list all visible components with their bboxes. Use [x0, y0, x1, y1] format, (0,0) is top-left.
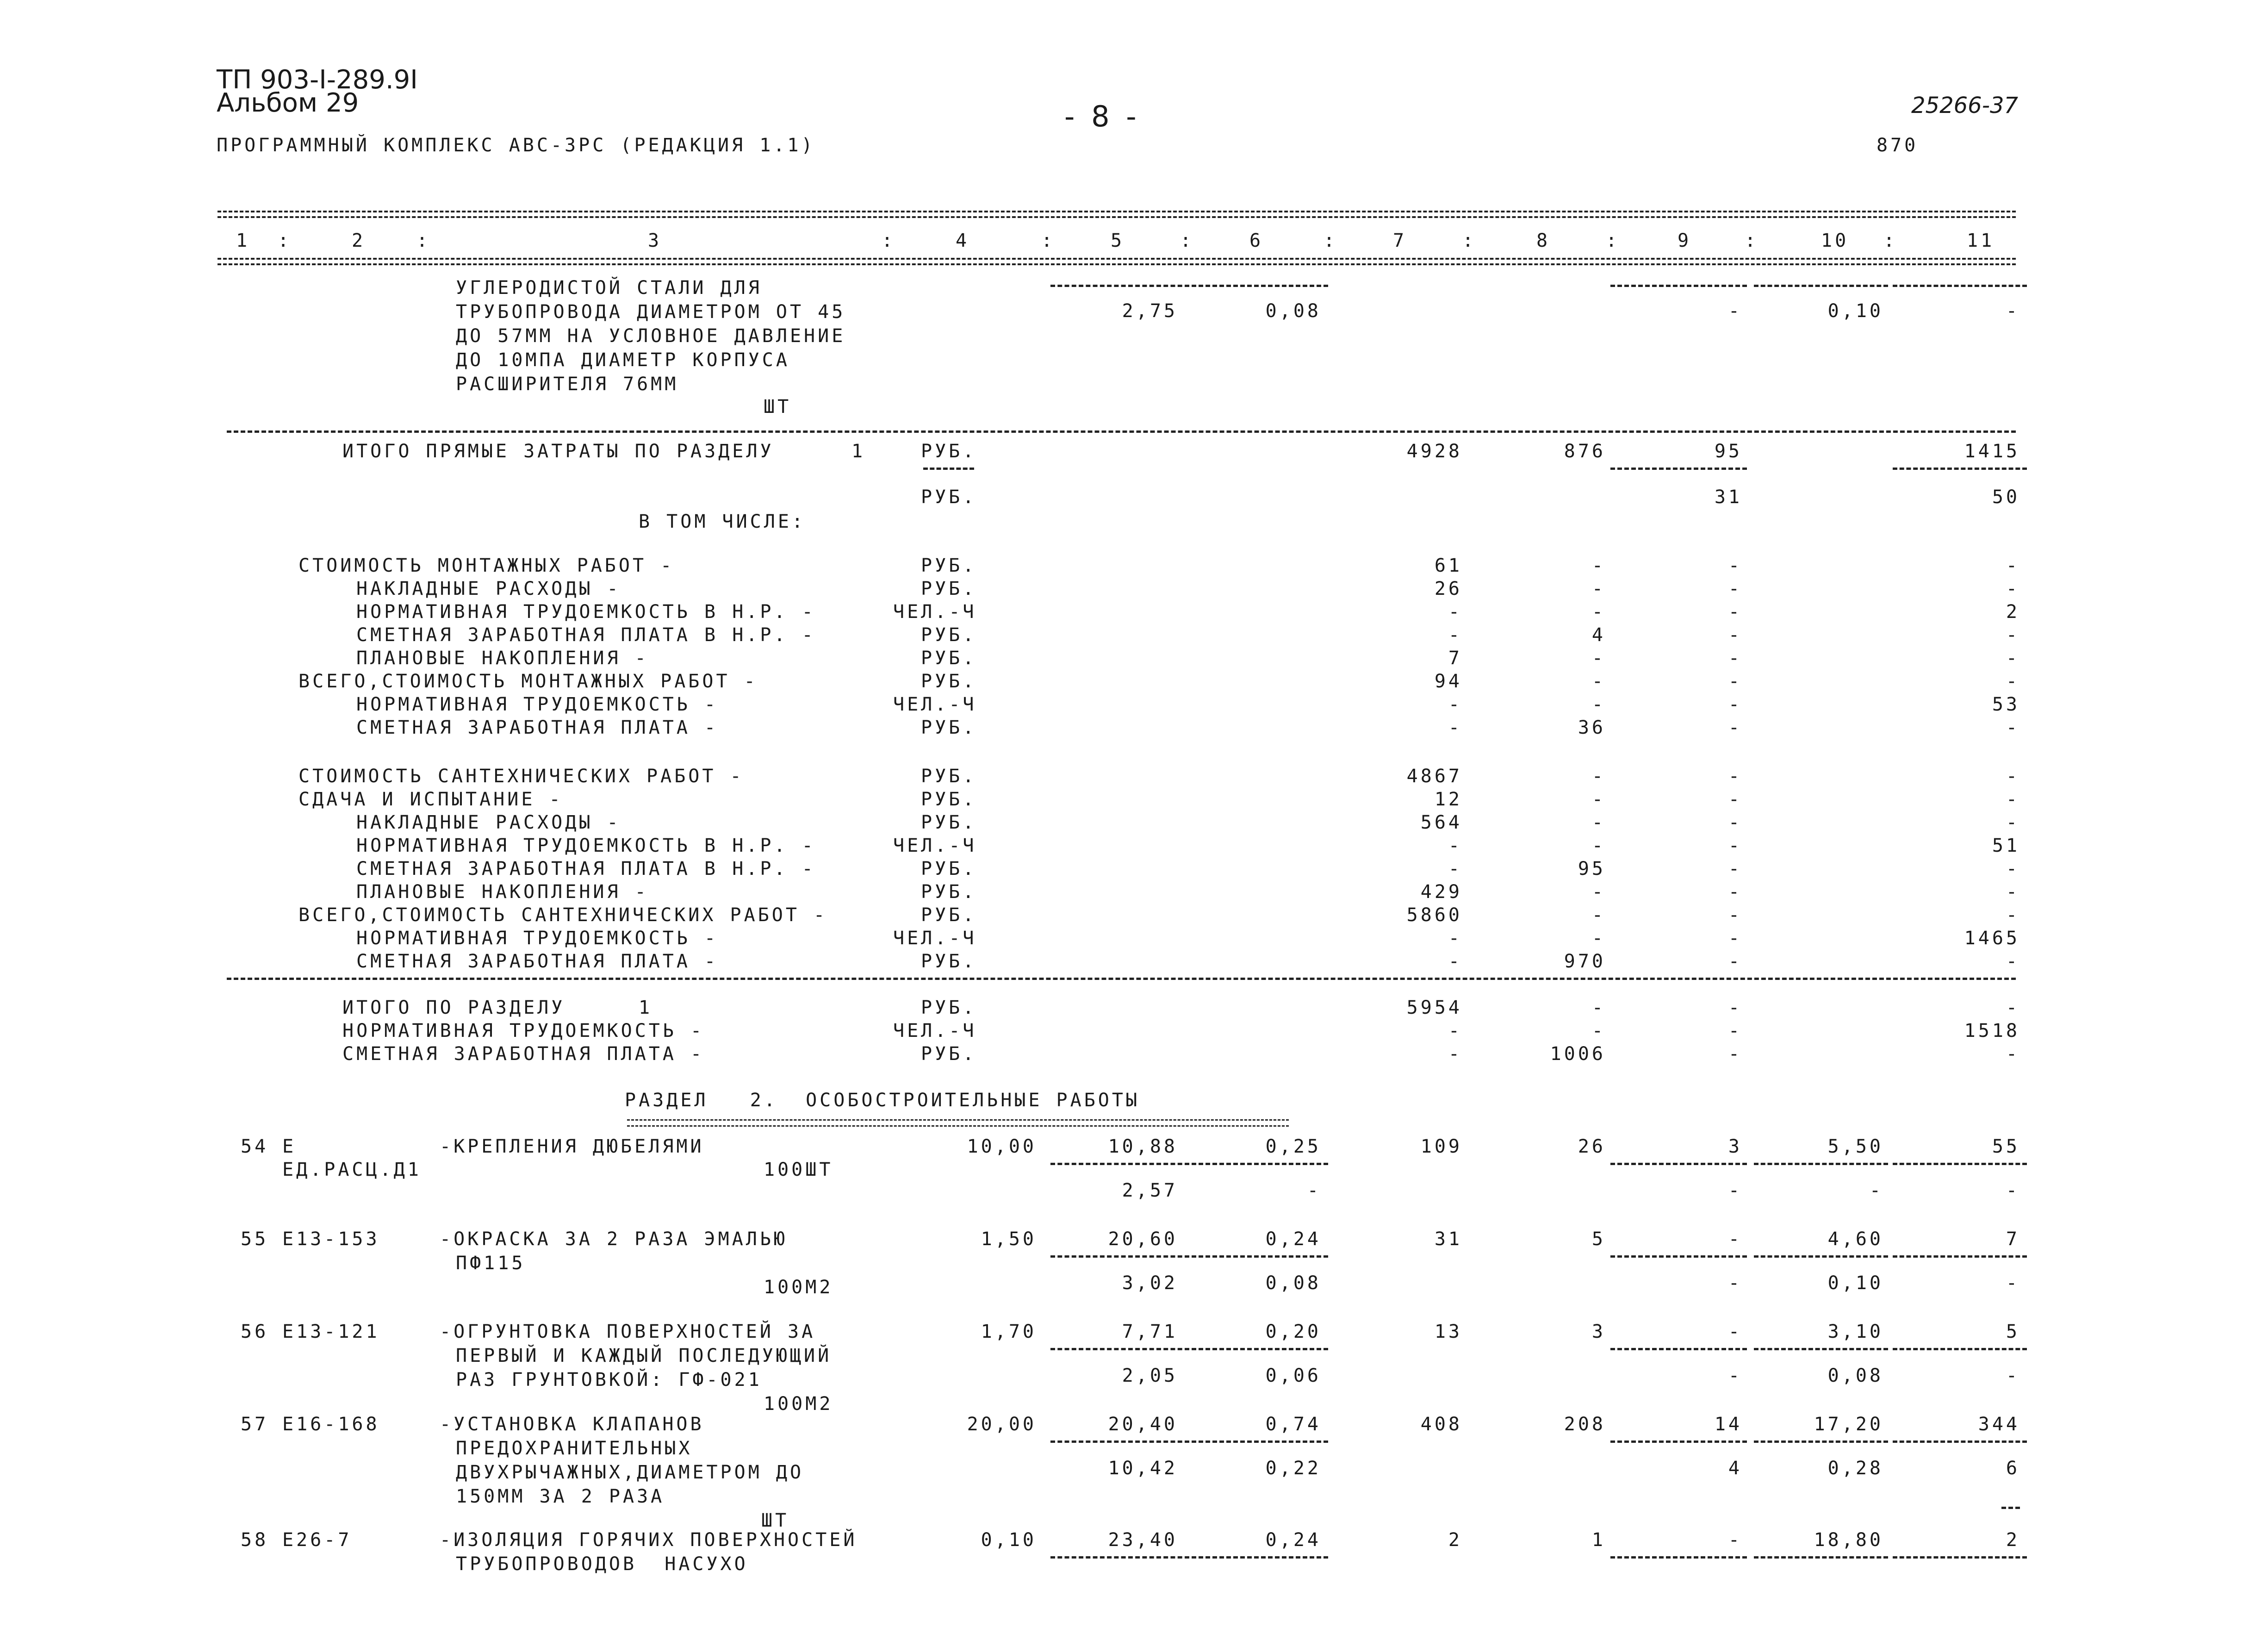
cell-c11: - [2006, 904, 2020, 926]
rule [1050, 1440, 1189, 1443]
cell-c8: - [1591, 904, 1606, 926]
rule [1610, 1348, 1747, 1350]
cell-c9: 4 [1728, 1458, 1742, 1479]
cost-row-label: СТОИМОСТЬ САНТЕХНИЧЕСКИХ РАБОТ - [298, 766, 744, 787]
cell-c11: - [2006, 881, 2020, 903]
rule [1754, 1163, 1888, 1165]
cell-c11: - [2006, 1365, 2020, 1386]
cell-c9: 95 [1714, 441, 1742, 462]
cell-c8: 3 [1591, 1321, 1606, 1342]
column-separator: : [1745, 230, 1759, 251]
cost-row-label: ПЛАНОВЫЕ НАКОПЛЕНИЯ - [356, 648, 649, 669]
total-direct-costs-label: ИТОГО ПРЯМЫЕ ЗАТРАТЫ ПО РАЗДЕЛУ [342, 441, 774, 462]
cell-c9: - [1728, 1020, 1742, 1041]
cell-c11: - [2006, 1043, 2020, 1065]
unit-label: 100М2 [764, 1277, 833, 1298]
cell-c9: - [1728, 858, 1742, 879]
cell-c11: 55 [1992, 1136, 2020, 1157]
unit-label: РУБ. [921, 441, 977, 462]
cell-c7: 5860 [1406, 904, 1462, 926]
cell-c8: 876 [1564, 441, 1606, 462]
rule [1893, 1348, 2027, 1350]
cell-c9: - [1728, 904, 1742, 926]
cell-c11: - [2006, 1272, 2020, 1294]
cell-c9: 3 [1728, 1136, 1742, 1157]
item-code: Е26-7 [282, 1529, 352, 1551]
cell-c5: 20,40 [1108, 1414, 1178, 1435]
section-number: 1 [639, 997, 653, 1018]
cell-c8: 26 [1578, 1136, 1606, 1157]
cell-c11: 1465 [1964, 928, 2020, 949]
rule [1192, 1255, 1328, 1258]
cell-c11: 6 [2006, 1458, 2020, 1479]
cost-row-label: НАКЛАДНЫЕ РАСХОДЫ - [356, 578, 621, 599]
cell-c5: 2,75 [1122, 300, 1178, 322]
cell-c6: - [1307, 1180, 1321, 1201]
description-line: 150ММ ЗА 2 РАЗА [456, 1486, 665, 1507]
rule [1893, 468, 2027, 470]
cell-c5: 2,05 [1122, 1365, 1178, 1386]
cell-c8: 5 [1591, 1228, 1606, 1250]
cell-c6: 0,74 [1265, 1414, 1321, 1435]
cell-c11: - [2006, 789, 2020, 810]
cell-c7: - [1448, 717, 1462, 738]
cell-c9: - [1728, 717, 1742, 738]
column-number: 5 [1111, 230, 1125, 251]
cell-c10: 4,60 [1827, 1228, 1883, 1250]
item-code: Е13-121 [282, 1321, 380, 1342]
unit-label: РУБ. [921, 766, 977, 787]
cell-c7: 5954 [1406, 997, 1462, 1018]
rule [1192, 1440, 1328, 1443]
cell-c8: - [1591, 812, 1606, 833]
sheet-code: 870 [1877, 135, 1919, 156]
cell-c9: - [1728, 694, 1742, 715]
cell-c11: 1518 [1964, 1020, 2020, 1041]
cell-c8: - [1591, 1020, 1606, 1041]
cell-c8: 208 [1564, 1414, 1606, 1435]
cell-c11: - [2006, 555, 2020, 576]
cell-c8: 4 [1591, 624, 1606, 646]
unit-label: РУБ. [921, 1043, 977, 1065]
description-line: ПЕРВЫЙ И КАЖДЫЙ ПОСЛЕДУЮЩИЙ [456, 1345, 832, 1366]
cell-c9: - [1728, 951, 1742, 972]
cell-c10: 17,20 [1814, 1414, 1883, 1435]
cell-c4: 20,00 [967, 1414, 1037, 1435]
rule [1754, 285, 1888, 287]
cell-c6: 0,08 [1265, 300, 1321, 322]
rule [1050, 285, 1189, 287]
unit-label: РУБ. [921, 671, 977, 692]
cell-c8: - [1591, 648, 1606, 669]
cell-c7: 408 [1420, 1414, 1462, 1435]
column-separator: : [1883, 230, 1898, 251]
rule [1192, 1556, 1328, 1559]
unit-label: ШТ [761, 1510, 789, 1531]
item-code: Е16-168 [282, 1414, 380, 1435]
column-separator: : [1324, 230, 1338, 251]
cell-c11: - [2006, 951, 2020, 972]
cell-c8: - [1591, 997, 1606, 1018]
cell-c5: 10,42 [1108, 1458, 1178, 1479]
cell-c11: - [2006, 300, 2020, 322]
cell-c11: 7 [2006, 1228, 2020, 1250]
unit-label: РУБ. [921, 789, 977, 810]
unit-label: РУБ. [921, 881, 977, 903]
cell-c7: - [1448, 601, 1462, 623]
column-separator: : [882, 230, 896, 251]
cell-c6: 0,25 [1265, 1136, 1321, 1157]
rule [1192, 285, 1328, 287]
cell-c5: 23,40 [1108, 1529, 1178, 1551]
cell-c5: 10,88 [1108, 1136, 1178, 1157]
column-header-bottom-rule [217, 258, 2016, 265]
registry-number: 25266-37 [1911, 93, 2019, 118]
column-number: 7 [1393, 230, 1407, 251]
cell-c8: 36 [1578, 717, 1606, 738]
cell-c11: - [2006, 858, 2020, 879]
rule [1754, 1440, 1888, 1443]
cell-c9: - [1728, 578, 1742, 599]
cell-c10: - [1869, 1180, 1883, 1201]
cell-c7: 429 [1420, 881, 1462, 903]
rule [227, 978, 2016, 980]
rule [1192, 1348, 1328, 1350]
cell-c11: - [2006, 1180, 2020, 1201]
cell-c11: - [2006, 648, 2020, 669]
rule [2001, 1507, 2020, 1509]
rule [1610, 468, 1747, 470]
cell-c10: 3,10 [1827, 1321, 1883, 1342]
rule [1610, 285, 1747, 287]
cell-c7: - [1448, 1020, 1462, 1041]
item-number: 56 [241, 1321, 269, 1342]
item-number: 58 [241, 1529, 269, 1551]
cell-c9: - [1728, 601, 1742, 623]
unit-label: РУБ. [921, 555, 977, 576]
unit-label: РУБ. [921, 486, 977, 508]
cell-c6: 0,20 [1265, 1321, 1321, 1342]
rule [227, 430, 2016, 433]
description-line: ТРУБОПРОВОДА ДИАМЕТРОМ ОТ 45 [456, 301, 846, 323]
cell-c8: - [1591, 789, 1606, 810]
unit-label: ЧЕЛ.-Ч [893, 928, 977, 949]
unit-label: ЧЕЛ.-Ч [893, 601, 977, 623]
cell-c9: - [1728, 766, 1742, 787]
section-2-title: РАЗДЕЛ 2. ОСОБОСТРОИТЕЛЬНЫЕ РАБОТЫ [625, 1090, 1140, 1111]
unit-label: РУБ. [921, 578, 977, 599]
cell-c6: 0,22 [1265, 1458, 1321, 1479]
cost-row-label: ВСЕГО,СТОИМОСТЬ МОНТАЖНЫХ РАБОТ - [298, 671, 758, 692]
cell-c8: - [1591, 928, 1606, 949]
cell-c11: - [2006, 812, 2020, 833]
column-number: 11 [1967, 230, 1995, 251]
unit-label: ЧЕЛ.-Ч [893, 694, 977, 715]
cell-c7: - [1448, 1043, 1462, 1065]
cell-c9: - [1728, 1272, 1742, 1294]
cost-row-label: СМЕТНАЯ ЗАРАБОТНАЯ ПЛАТА В Н.Р. - [356, 858, 816, 879]
section-total-label: ИТОГО ПО РАЗДЕЛУ [342, 997, 565, 1018]
cell-c7: 61 [1434, 555, 1462, 576]
description-line: ТРУБОПРОВОДОВ НАСУХО [456, 1553, 748, 1575]
cell-c6: 0,08 [1265, 1272, 1321, 1294]
cell-c7: 94 [1434, 671, 1462, 692]
column-number: 4 [956, 230, 970, 251]
cell-c7: - [1448, 835, 1462, 856]
rule [1893, 1556, 2027, 1559]
album-label: Альбом 29 [217, 88, 359, 118]
cell-c11: 53 [1992, 694, 2020, 715]
cell-c5: 3,02 [1122, 1272, 1178, 1294]
cost-row-label: НОРМАТИВНАЯ ТРУДОЕМКОСТЬ - [356, 928, 719, 949]
section-total-label: СМЕТНАЯ ЗАРАБОТНАЯ ПЛАТА - [342, 1043, 705, 1065]
rule [1610, 1440, 1747, 1443]
cost-row-label: СТОИМОСТЬ МОНТАЖНЫХ РАБОТ - [298, 555, 675, 576]
description-line: ДО 57ММ НА УСЛОВНОЕ ДАВЛЕНИЕ [456, 325, 846, 347]
cell-c10: 0,10 [1827, 300, 1883, 322]
cell-c9: - [1728, 835, 1742, 856]
rule [1192, 1163, 1328, 1165]
cell-c11: - [2006, 578, 2020, 599]
cell-c9: - [1728, 1365, 1742, 1386]
cell-c8: - [1591, 555, 1606, 576]
column-number: 9 [1678, 230, 1692, 251]
cell-c7: 4928 [1406, 441, 1462, 462]
section-title-underline [627, 1119, 1289, 1127]
unit-label: РУБ. [921, 997, 977, 1018]
cost-row-label: ВСЕГО,СТОИМОСТЬ САНТЕХНИЧЕСКИХ РАБОТ - [298, 904, 828, 926]
cell-c11: - [2006, 624, 2020, 646]
item-code: Е13-153 [282, 1228, 380, 1250]
unit-label: РУБ. [921, 717, 977, 738]
cell-c7: - [1448, 858, 1462, 879]
cell-c11: - [2006, 717, 2020, 738]
cost-row-label: СМЕТНАЯ ЗАРАБОТНАЯ ПЛАТА В Н.Р. - [356, 624, 816, 646]
cell-c8: - [1591, 881, 1606, 903]
unit-label: 100М2 [764, 1393, 833, 1415]
cell-c7: 109 [1420, 1136, 1462, 1157]
column-number: 2 [352, 230, 366, 251]
rule [1754, 1348, 1888, 1350]
rule [1893, 1440, 2027, 1443]
page-number: - 8 - [1064, 100, 1140, 133]
rule [1050, 1255, 1189, 1258]
cell-c9: 14 [1714, 1414, 1742, 1435]
unit-label: ЧЕЛ.-Ч [893, 1020, 977, 1041]
item-code: Е [282, 1136, 297, 1157]
cell-c9: - [1728, 928, 1742, 949]
cost-row-label: СМЕТНАЯ ЗАРАБОТНАЯ ПЛАТА - [356, 951, 719, 972]
description-line: ДО 10МПА ДИАМЕТР КОРПУСА [456, 349, 790, 371]
rule [1893, 1163, 2027, 1165]
cell-c9: - [1728, 1228, 1742, 1250]
cell-c7: 2 [1448, 1529, 1462, 1551]
unit-label: РУБ. [921, 951, 977, 972]
cell-c11: 50 [1992, 486, 2020, 508]
cell-c8: - [1591, 694, 1606, 715]
cell-c9: - [1728, 881, 1742, 903]
unit-label: РУБ. [921, 648, 977, 669]
cell-c11: - [2006, 671, 2020, 692]
including-label: В ТОМ ЧИСЛЕ: [639, 511, 806, 532]
rule [1754, 1255, 1888, 1258]
cost-row-label: НОРМАТИВНАЯ ТРУДОЕМКОСТЬ - [356, 694, 719, 715]
cell-c11: 344 [1978, 1414, 2020, 1435]
description-line: -ИЗОЛЯЦИЯ ГОРЯЧИХ ПОВЕРХНОСТЕЙ [440, 1529, 857, 1551]
cell-c9: - [1728, 1180, 1742, 1201]
cell-c4: 10,00 [967, 1136, 1037, 1157]
cell-c9: 31 [1714, 486, 1742, 508]
rule [1893, 1255, 2027, 1258]
cost-row-label: СДАЧА И ИСПЫТАНИЕ - [298, 789, 563, 810]
rule [1050, 1556, 1189, 1559]
column-separator: : [1041, 230, 1056, 251]
cell-c4: 0,10 [981, 1529, 1037, 1551]
description-line: РАЗ ГРУНТОВКОЙ: ГФ-021 [456, 1369, 762, 1391]
cost-row-label: НОРМАТИВНАЯ ТРУДОЕМКОСТЬ В Н.Р. - [356, 601, 816, 623]
item-number: 54 [241, 1136, 269, 1157]
cell-c8: 95 [1578, 858, 1606, 879]
cell-c8: - [1591, 578, 1606, 599]
cell-c8: - [1591, 835, 1606, 856]
description-line: РАСШИРИТЕЛЯ 76ММ [456, 374, 679, 395]
cell-c11: - [2006, 766, 2020, 787]
rule [1754, 1556, 1888, 1559]
cell-c7: 564 [1420, 812, 1462, 833]
cell-c4: 1,70 [981, 1321, 1037, 1342]
description-line: ПФ115 [456, 1253, 526, 1274]
column-number: 10 [1821, 230, 1849, 251]
cell-c7: 13 [1434, 1321, 1462, 1342]
column-number: 8 [1536, 230, 1551, 251]
cell-c9: - [1728, 300, 1742, 322]
description-line: -ОГРУНТОВКА ПОВЕРХНОСТЕЙ ЗА [440, 1321, 816, 1342]
description-line: -ОКРАСКА ЗА 2 РАЗА ЭМАЛЬЮ [440, 1228, 788, 1250]
cell-c7: - [1448, 951, 1462, 972]
cell-c9: - [1728, 555, 1742, 576]
cell-c11: 2 [2006, 601, 2020, 623]
cell-c11: 51 [1992, 835, 2020, 856]
cell-c8: - [1591, 671, 1606, 692]
cell-c9: - [1728, 1043, 1742, 1065]
cell-c6: 0,24 [1265, 1228, 1321, 1250]
cell-c9: - [1728, 789, 1742, 810]
cell-c11: 2 [2006, 1529, 2020, 1551]
item-number: 55 [241, 1228, 269, 1250]
column-separator: : [1462, 230, 1477, 251]
cell-c11: - [2006, 997, 2020, 1018]
rule [1610, 1163, 1747, 1165]
cell-c7: 31 [1434, 1228, 1462, 1250]
cell-c6: 0,24 [1265, 1529, 1321, 1551]
program-line: ПРОГРАММНЫЙ КОМПЛЕКС АВС-3РС (РЕДАКЦИЯ 1.1) [217, 135, 815, 156]
cell-c7: - [1448, 928, 1462, 949]
rule [1050, 1163, 1189, 1165]
cell-c10: 0,08 [1827, 1365, 1883, 1386]
unit-label: РУБ. [921, 858, 977, 879]
unit-label: ШТ [764, 396, 792, 418]
table-top-rule [217, 211, 2016, 218]
cost-row-label: СМЕТНАЯ ЗАРАБОТНАЯ ПЛАТА - [356, 717, 719, 738]
item-number: 57 [241, 1414, 269, 1435]
cell-c7: 7 [1448, 648, 1462, 669]
cell-c8: 1006 [1550, 1043, 1606, 1065]
cell-c7: 4867 [1406, 766, 1462, 787]
unit-label: РУБ. [921, 904, 977, 926]
cell-c7: 12 [1434, 789, 1462, 810]
cell-c9: - [1728, 671, 1742, 692]
unit-label: РУБ. [921, 812, 977, 833]
column-separator: : [278, 230, 292, 251]
item-code: ЕД.РАСЦ.Д1 [282, 1159, 422, 1180]
cell-c6: 0,06 [1265, 1365, 1321, 1386]
description-line: -КРЕПЛЕНИЯ ДЮБЕЛЯМИ [440, 1136, 704, 1157]
cell-c9: - [1728, 1529, 1742, 1551]
cell-c9: - [1728, 624, 1742, 646]
rule [1050, 1348, 1189, 1350]
cell-c8: - [1591, 766, 1606, 787]
unit-label: РУБ. [921, 624, 977, 646]
rule [1893, 285, 2027, 287]
rule [1610, 1556, 1747, 1559]
cell-c9: - [1728, 812, 1742, 833]
cell-c8: 1 [1591, 1529, 1606, 1551]
unit-label: ЧЕЛ.-Ч [893, 835, 977, 856]
description-line: ДВУХРЫЧАЖНЫХ,ДИАМЕТРОМ ДО [456, 1462, 804, 1483]
cell-c8: 970 [1564, 951, 1606, 972]
description-line: УГЛЕРОДИСТОЙ СТАЛИ ДЛЯ [456, 277, 762, 299]
column-separator: : [1180, 230, 1194, 251]
cell-c10: 0,28 [1827, 1458, 1883, 1479]
description-line: ПРЕДОХРАНИТЕЛЬНЫХ [456, 1438, 693, 1459]
description-line: -УСТАНОВКА КЛАПАНОВ [440, 1414, 704, 1435]
cell-c11: 5 [2006, 1321, 2020, 1342]
unit-label: 100ШТ [764, 1159, 833, 1180]
cell-c10: 18,80 [1814, 1529, 1883, 1551]
cell-c10: 5,50 [1827, 1136, 1883, 1157]
cell-c10: 0,10 [1827, 1272, 1883, 1294]
section-total-label: НОРМАТИВНАЯ ТРУДОЕМКОСТЬ - [342, 1020, 705, 1041]
cell-c4: 1,50 [981, 1228, 1037, 1250]
column-separator: : [1606, 230, 1620, 251]
cell-c9: - [1728, 1321, 1742, 1342]
section-number: 1 [851, 441, 866, 462]
cell-c5: 2,57 [1122, 1180, 1178, 1201]
cell-c9: - [1728, 997, 1742, 1018]
document-code: ТП 903-I-289.9I [217, 65, 418, 95]
cell-c7: - [1448, 694, 1462, 715]
rule [923, 468, 974, 470]
cell-c8: - [1591, 601, 1606, 623]
cell-c7: - [1448, 624, 1462, 646]
cost-row-label: ПЛАНОВЫЕ НАКОПЛЕНИЯ - [356, 881, 649, 903]
column-number: 3 [648, 230, 662, 251]
cost-row-label: НАКЛАДНЫЕ РАСХОДЫ - [356, 812, 621, 833]
cost-row-label: НОРМАТИВНАЯ ТРУДОЕМКОСТЬ В Н.Р. - [356, 835, 816, 856]
cell-c7: 26 [1434, 578, 1462, 599]
cell-c11: 1415 [1964, 441, 2020, 462]
rule [1610, 1255, 1747, 1258]
cell-c5: 7,71 [1122, 1321, 1178, 1342]
cell-c5: 20,60 [1108, 1228, 1178, 1250]
column-separator: : [416, 230, 431, 251]
cell-c9: - [1728, 648, 1742, 669]
column-number: 6 [1249, 230, 1264, 251]
column-number: 1 [236, 230, 250, 251]
